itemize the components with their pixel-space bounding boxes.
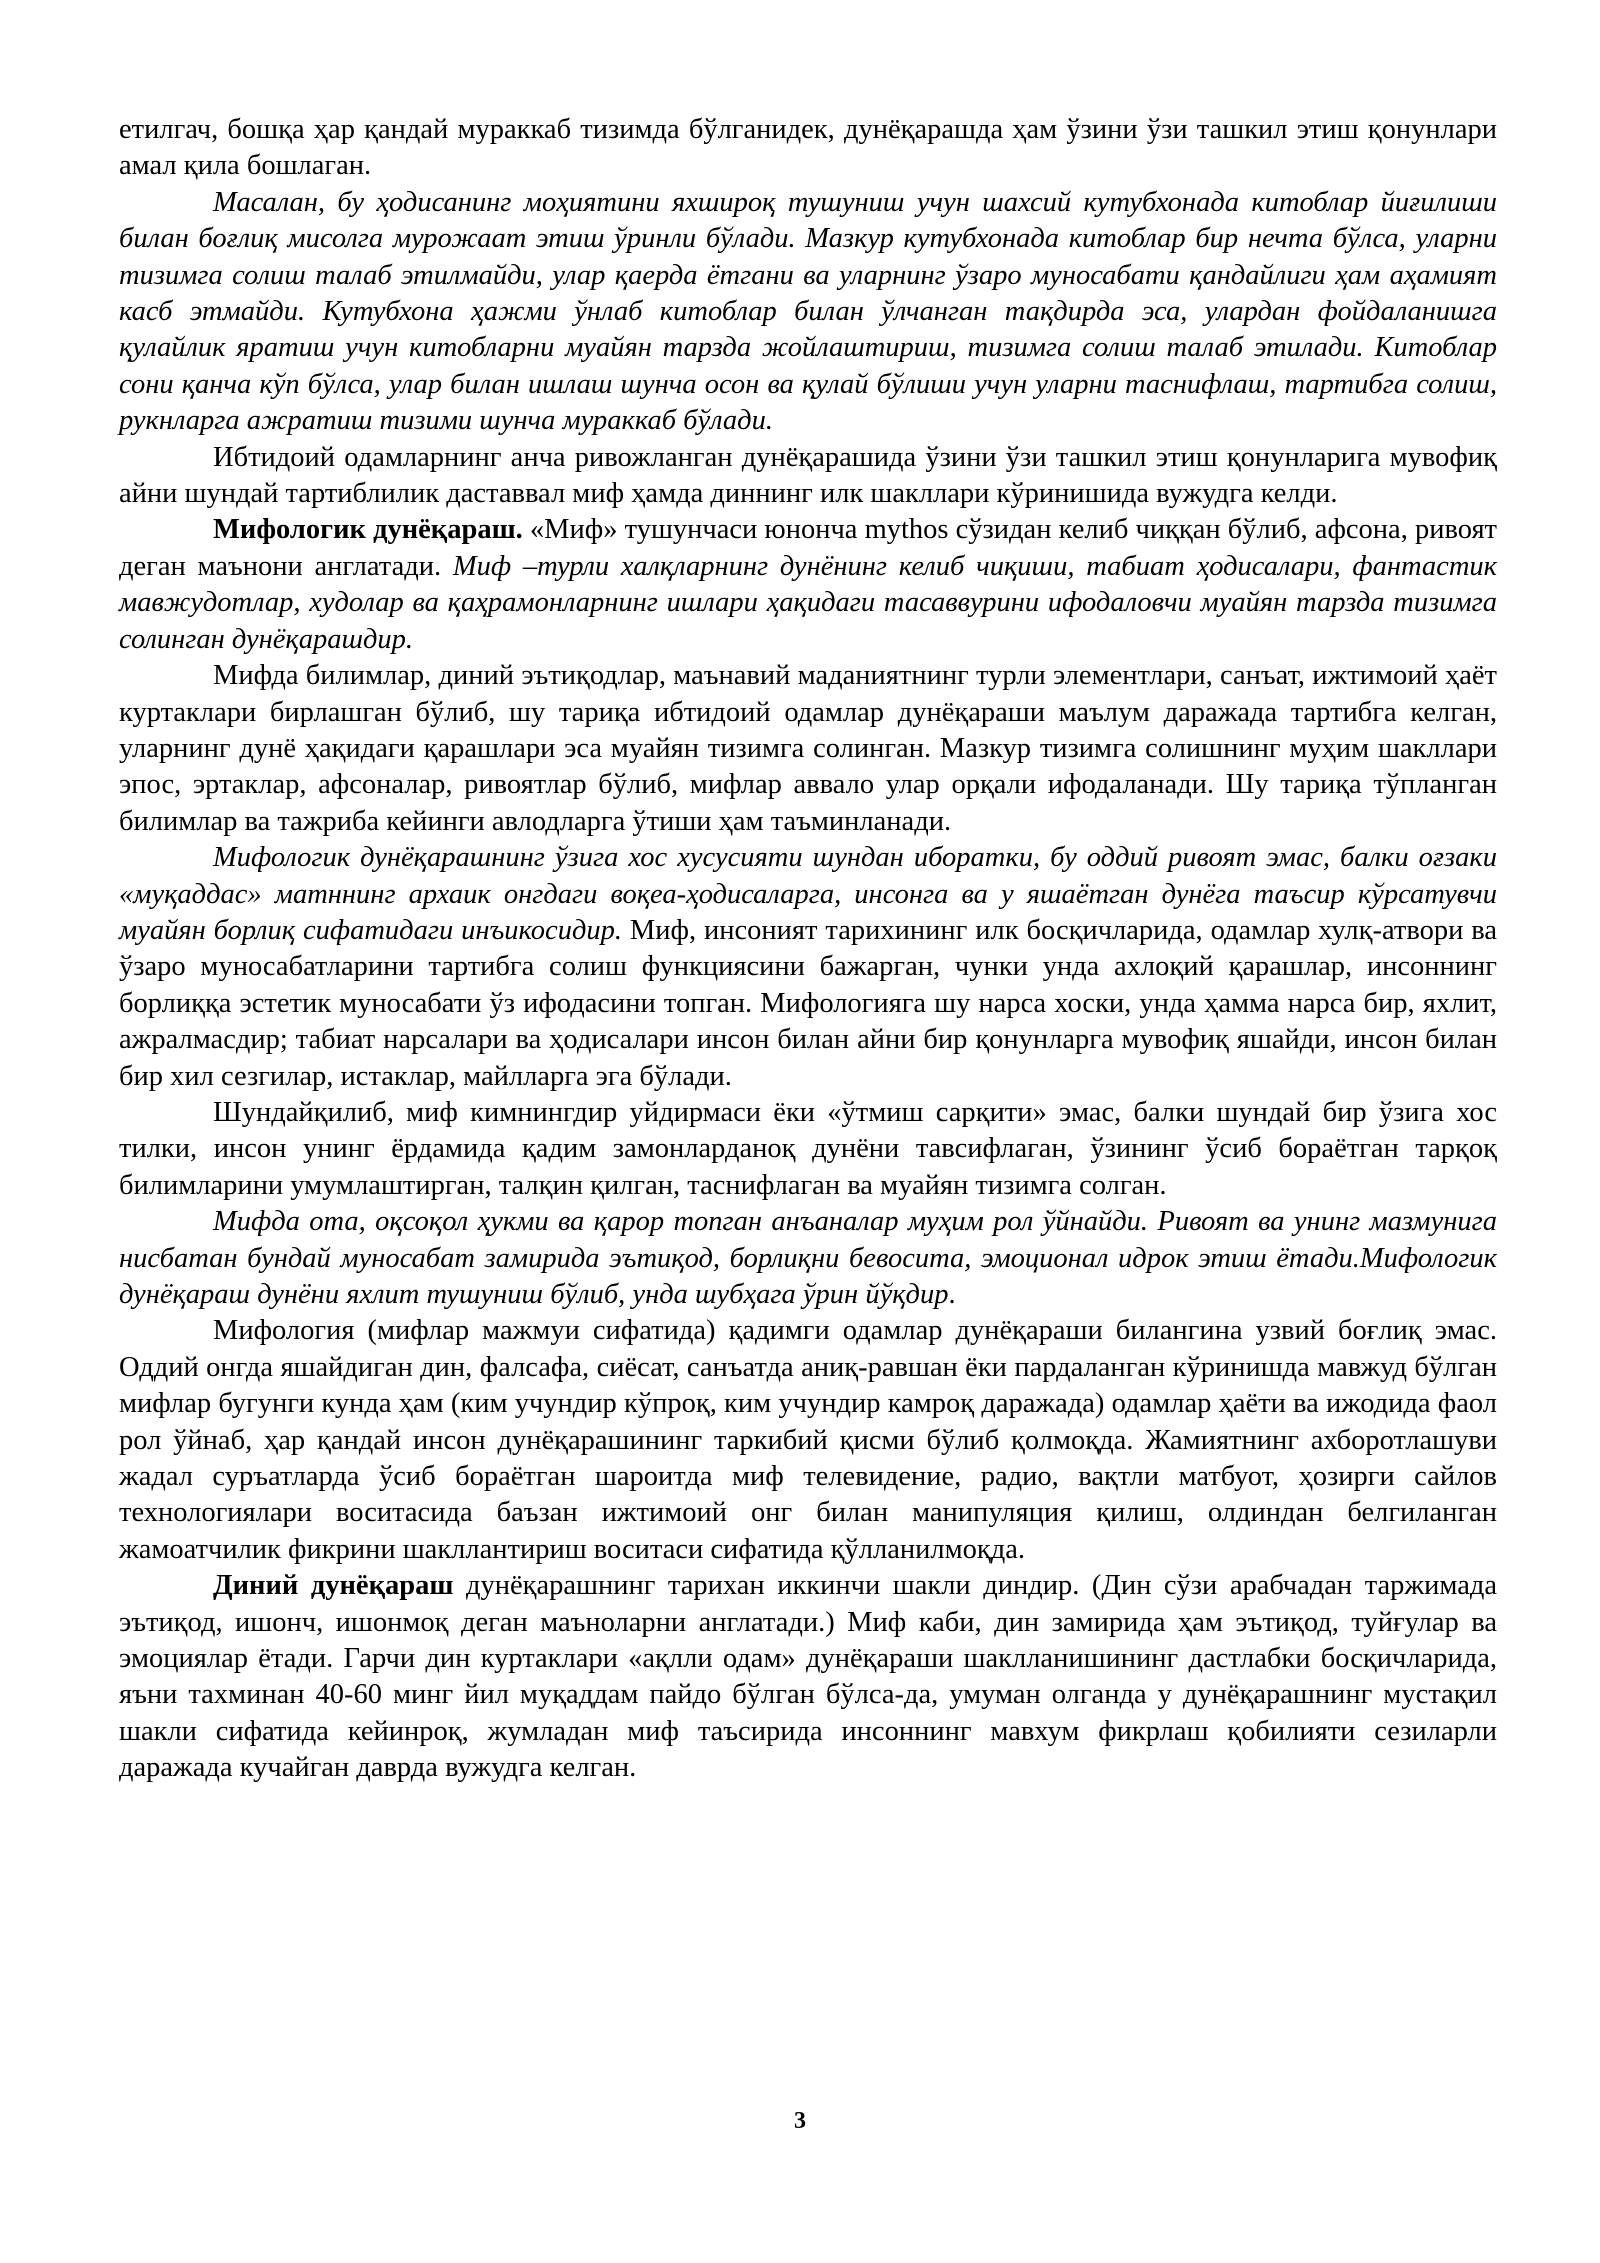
paragraph-primitive-worldview: Ибтидоий одамларнинг анча ривожланган дунёқарашида ўзини ўзи ташкил этиш қонунларига мувофиқ айни шундай тартиблилик даставвал миф ҳамда диннинг илк шакллари кўринишида вужудга келди. [119,441,1497,510]
heading-religious-worldview: Диний дунёқараш [213,1570,454,1602]
myth-definition-italic: Миф –турли халқларнинг дунёнинг келиб чиқиши, табиат ҳодисалари, фантастик мавжудотлар, худолар ва қаҳрамонларнинг ишлари ҳақидаги тасаввурини ифодаловчи муайян тарзда тизимга солинган дунёқарашдир. [119,550,1497,655]
myth-tradition-tail: . [948,1279,956,1310]
paragraph-mythological-worldview [119,512,1497,658]
paragraph-myth-knowledge: Мифда билимлар, диний эътиқодлар, маънавий маданиятнинг турли элементлари, санъат, ижтимоий ҳаёт куртаклари бирлашган бўлиб, шу тариқа ибтидоий одамлар дунёқараши маълум даражада тартибга келган, уларнинг дунё ҳақидаги қарашлари эса муайян тизимга солинган. Мазкур тизимга солишнинг муҳим шакллари эпос, эртаклар, афсоналар, ривоятлар бўлиб, мифлар аввало улар орқали ифодаланади. Шу тариқа тўпланган билимлар ва тажриба кейинги авлодларга ўтиши ҳам таъминланади. [119,660,1497,837]
myth-feature-italic: Мифологик дунёқарашнинг ўзига хос хусусияти шундан иборатки, бу оддий ривоят эмас, балки оғзаки «муқаддас» матннинг архаик онгдаги воқеа-ҳодисаларга, инсонга ва у яшаётган дунёга таъсир кўрсатувчи муайян борлиқ сифатидаги инъикосидир. [119,842,1497,946]
paragraph-library-example: Масалан, бу ҳодисанинг моҳиятини яхшироқ тушуниш учун шахсий кутубхонада китоблар йиғилиши билан боғлиқ мисолга мурожаат этиш ўринли бўлади. Мазкур кутубхонада китоблар бир нечта бўлса, уларни тизимга солиш талаб этилмайди, улар қаерда ётгани ва уларнинг ўзаро муносабати қандайлиги ҳам аҳамият касб этмайди. Кутубхона ҳажми ўнлаб китоблар билан ўлчанган тақдирда эса, улардан фойдаланишга қулайлик яратиш учун китобларни муайян тарзда жойлаштириш, тизимга солиш талаб этилади. Китоблар сони қанча кўп бўлса, улар билан ишлаш шунча осон ва қулай бўлиши учун уларни таснифлаш, тартибга солиш, рукнларга ажратиш тизими шунча мураккаб бўлади. [119,186,1497,437]
paragraph-continuation: етилгач, бошқа ҳар қандай мураккаб тизимда бўлганидек, дунёқарашда ҳам ўзини ўзи ташкил этиш қонунлари амал қила бошлаган. [119,114,1497,182]
paragraph-myth-feature [119,840,1497,1095]
paragraph-religious-worldview [119,1568,1497,1786]
myth-feature-text: Миф, инсоният тарихининг илк босқичларида, одамлар хулқ-атвори ва ўзаро муносабатларини тартибга солиш функциясини бажарган, чунки унда ахлоқий қарашлар, инсоннинг борлиққа эстетик муносабати ўз ифодасини топган. Мифологияга шу нарса хоски, унда ҳамма нарса бир, яхлит, ажралмасдир; табиат нарсалари ва ҳодисалари инсон билан айни бир қонунларга мувофиқ яшайди, инсон билан бир хил сезгилар, истаклар, майлларга эга бўлади. [119,914,1498,1092]
document-page [119,112,1497,1787]
religious-worldview-text: дунёқарашнинг тарихан иккинчи шакли диндир. (Дин сўзи арабчадан таржимада эътиқод, ишонч, ишонмоқ деган маъноларни англатади.) Миф каби, дин замирида ҳам эътиқод, туйғулар ва эмоциялар ётади. Гарчи дин куртаклари «ақлли одам» дунёқараши шаклланишининг дастлабки босқичларида, яъни тахминан 40-60 минг йил муқаддам пайдо бўлган бўлса-да, умуман олганда у дунёқарашнинг мустақил шакли сифатида кейинроқ, жумладан миф таъсирида инсоннинг мавхум фикрлаш қобилияти сезиларли даражада кучайган даврда вужудга келган. [119,1570,1497,1784]
heading-mythological-worldview: Мифологик дунёқараш. [213,514,523,546]
myth-tradition-italic: Мифда ота, оқсоқол ҳукми ва қарор топган анъаналар муҳим рол ўйнайди. Ривоят ва унинг мазмунига нисбатан бундай муносабат замирида эътиқод, борлиқни бевосита, эмоционал идрок этиш ётади.Мифологик дунёқараш дунёни яхлит тушуниш бўлиб, унда шубҳага ўрин йўқдир [119,1206,1497,1310]
paragraph-myth-language: Шундайқилиб, миф кимнингдир уйдирмаси ёки «ўтмиш сарқити» эмас, балки шундай бир ўзига хос тилки, инсон унинг ёрдамида қадим замонларданоқ дунёни тавсифлаган, ўзининг ўсиб бораётган тарқоқ билимларини умумлаштирган, талқин қилган, таснифлаган ва муайян тизимга солган. [119,1096,1497,1201]
paragraph-mythology-today: Мифология (мифлар мажмуи сифатида) қадимги одамлар дунёқараши билангина узвий боғлиқ эмас. Оддий онгда яшайдиган дин, фалсафа, сиёсат, санъатда аниқ-равшан ёки пардаланган кўринишда мавжуд бўлган мифлар бугунги кунда ҳам (ким учундир кўпроқ, ким учундир камроқ даражада) одамлар ҳаёти ва ижодида фаол рол ўйнаб, ҳар қандай инсон дунёқарашининг таркибий қисми бўлиб қолмоқда. Жамиятнинг ахборотлашуви жадал суръатларда ўсиб бораётган шароитда миф телевидение, радио, вақтли матбуот, ҳозирги сайлов технологиялари воситасида баъзан ижтимоий онг билан манипуляция қилиш, олдиндан белгиланган жамоатчилик фикрини шакллантириш воситаси сифатида қўлланилмоқда. [119,1315,1497,1565]
page-number: 3 [794,2108,806,2134]
myth-definition-text: «Миф» тушунчаси юнонча mythos сўзидан келиб чиққан бўлиб, афсона, ривоят деган маънони англатади. [119,514,1498,582]
paragraph-myth-tradition [119,1204,1497,1313]
